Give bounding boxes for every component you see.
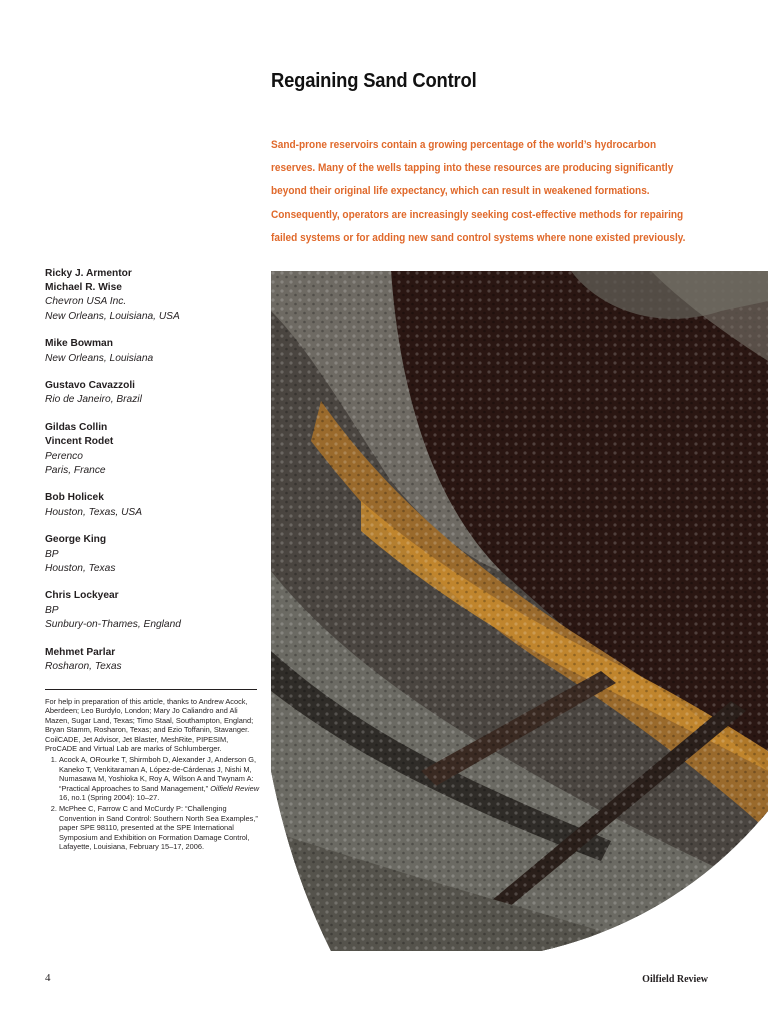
acknowledgement-note: For help in preparation of this article, thanks to Andrew Acock, Aberdeen; Leo Burdylo, London; Mary Jo Caliandro and Ali Mazen, Sugar Land, Texas; Timo Staal, Southampton, England; Bryan Stamm, Rosharon, Texas; and Ezio Toffanin, Stavanger. (45, 697, 254, 735)
author-name: Michael R. Wise (45, 282, 122, 294)
author-name: Chris Lockyear (45, 590, 119, 602)
author-group (45, 646, 255, 674)
author-name: Gustavo Cavazzoli (45, 380, 136, 392)
journal-name: Oilfield Review (642, 974, 708, 985)
author-affiliation: Perenco (45, 450, 83, 462)
author-name: Mehmet Parlar (45, 646, 116, 658)
author-affiliation: Sunbury-on-Thames, England (45, 618, 181, 630)
reference-text: McPhee C, Farrow C and McCurdy P: “Challenging Convention in Sand Control: Southern North Sea Examples,” paper SPE 98110, presented at the SPE International Symposium and Exhibition on Formation Damage Control, Lafayette, Louisiana, February 15–17, 2006. (59, 804, 258, 852)
sand-screen-photo (271, 271, 768, 951)
author-group (45, 267, 255, 324)
reference-item (59, 804, 260, 851)
author-affiliation: New Orleans, Louisiana, USA (45, 310, 180, 322)
author-name: Mike Bowman (45, 338, 113, 350)
author-name: Vincent Rodet (45, 436, 114, 448)
author-affiliation: Rio de Janeiro, Brazil (45, 394, 142, 406)
article-title: Regaining Sand Control (271, 70, 477, 92)
author-affiliation: New Orleans, Louisiana (45, 352, 154, 364)
reference-list (45, 755, 260, 851)
trademark-note: CoilCADE, Jet Advisor, Jet Blaster, MeshRite, PIPESIM, ProCADE and Virtual Lab are marks of Schlumberger. (45, 734, 229, 754)
author-name: Bob Holicek (45, 492, 104, 504)
footnote-divider (45, 689, 257, 690)
reference-tail: 16, no.1 (Spring 2004): 10–27. (59, 793, 160, 803)
author-affiliation: Houston, Texas, USA (45, 506, 143, 518)
abstract-line: beyond their original life expectancy, which can result in weakened formations. (271, 185, 650, 198)
author-group (45, 491, 255, 519)
footnotes (45, 697, 260, 854)
author-affiliation: BP (45, 548, 59, 560)
author-affiliation: Houston, Texas (45, 562, 116, 574)
reference-text: Acock A, ORourke T, Shirmboh D, Alexander J, Anderson G, Kaneko T, Venkitaraman A, López-de-Cárdenas J, Nishi M, Numasawa M, Yoshioka K, Roy A, Wilson A and Twynam A: “Practical Approaches to Sand Management,” (59, 755, 257, 793)
reference-journal: Oilfield Review (210, 783, 260, 793)
author-name: Ricky J. Armentor (45, 268, 132, 279)
author-list (45, 267, 255, 687)
author-group (45, 421, 255, 478)
abstract-line: failed systems or for adding new sand control systems where none existed previously. (271, 231, 686, 244)
author-group (45, 589, 255, 632)
abstract-line: reserves. Many of the wells tapping into these resources are producing significantly (271, 162, 674, 175)
author-affiliation: BP (45, 604, 59, 616)
sand-screen-image (271, 271, 768, 951)
author-affiliation: Chevron USA Inc. (45, 296, 127, 308)
author-group (45, 533, 255, 576)
author-group (45, 379, 255, 407)
abstract-line: Consequently, operators are increasingly seeking cost-effective methods for repairing (271, 208, 684, 221)
page-number: 4 (45, 972, 51, 984)
author-name: George King (45, 534, 107, 546)
author-name: Gildas Collin (45, 422, 108, 434)
reference-item (59, 755, 260, 802)
article-abstract (271, 134, 741, 250)
author-group (45, 337, 255, 365)
author-affiliation: Paris, France (45, 464, 106, 476)
abstract-line: Sand-prone reservoirs contain a growing percentage of the world’s hydrocarbon (271, 139, 657, 151)
author-affiliation: Rosharon, Texas (45, 660, 122, 672)
